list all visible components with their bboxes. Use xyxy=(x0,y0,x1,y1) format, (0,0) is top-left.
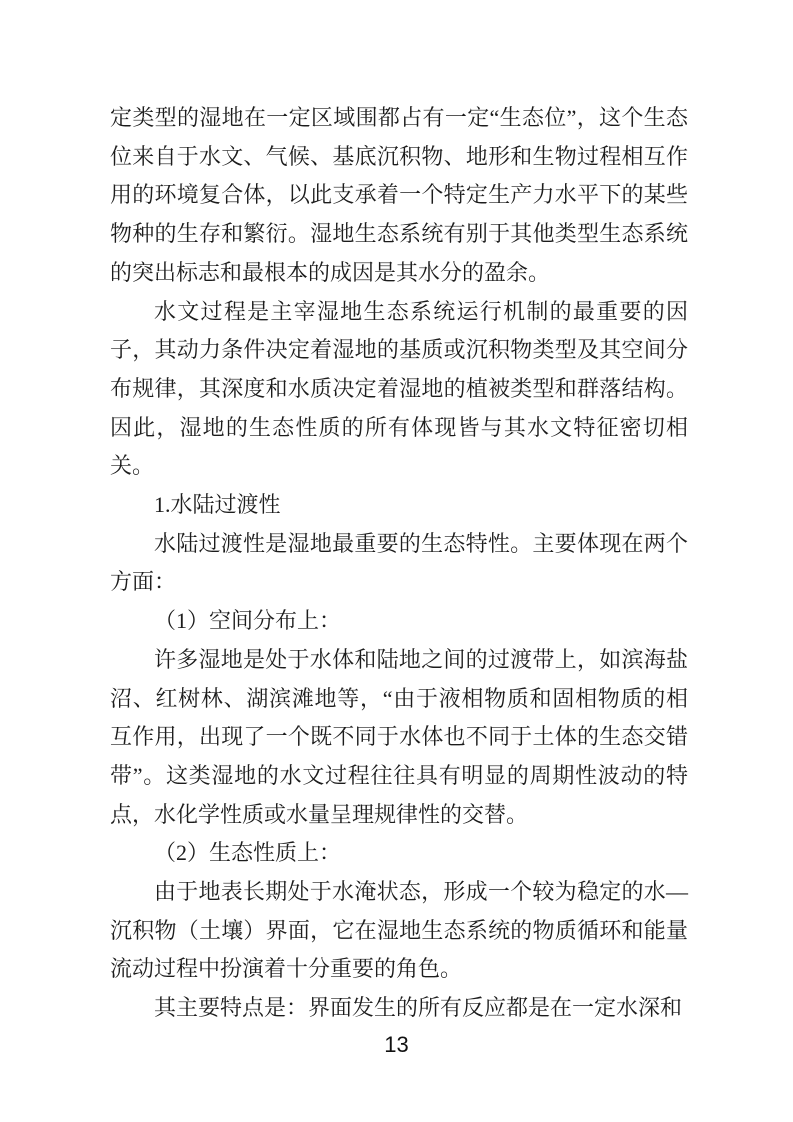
paragraph-transition-zone: 许多湿地是处于水体和陆地之间的过渡带上，如滨海盐沼、红树林、湖滨滩地等，“由于液相物质和固相物质的相互作用，出现了一个既不同于水体也不同于土体的生态交错带”。这类湿地的水文过程往往具有明显的周期性波动的特点，水化学性质或水量呈理规律性的交替。 xyxy=(110,646,688,827)
paragraph-hydrology: 水文过程是主宰湿地生态系统运行机制的最重要的因子，其动力条件决定着湿地的基质或沉积物类型及其空间分布规律，其深度和水质决定着湿地的植被类型和群落结构。因此，湿地的生态性质的所有体现皆与其水文特征密切相关。 xyxy=(110,298,688,479)
text-block xyxy=(110,99,688,1028)
paragraph-main-feature: 其主要特点是：界面发生的所有反应都是在一定水深和 xyxy=(154,995,683,1021)
subheading-spatial-distribution: （1）空间分布上： xyxy=(154,608,342,634)
section-heading-water-land-transition: 1.水陆过渡性 xyxy=(154,492,281,518)
subheading-ecological-property: （2）生态性质上： xyxy=(154,840,342,866)
page-number: 13 xyxy=(384,1032,409,1057)
paragraph-two-aspects: 水陆过渡性是湿地最重要的生态特性。主要体现在两个方面： xyxy=(110,530,688,595)
paragraph-water-sediment-interface: 由于地表长期处于水淹状态，形成一个较为稳定的水—沉积物（土壤）界面，它在湿地生态系统的物质循环和能量流动过程中扮演着十分重要的角色。 xyxy=(110,879,688,982)
paragraph-continuation: 定类型的湿地在一定区域围都占有一定“生态位”，这个生态位来自于水文、气候、基底沉积物、地形和生物过程相互作用的环境复合体，以此支承着一个特定生产力水平下的某些物种的生存和繁衍。湿地生态系统有别于其他类型生态系统的突出标志和最根本的成因是其水分的盈余。 xyxy=(110,105,688,285)
